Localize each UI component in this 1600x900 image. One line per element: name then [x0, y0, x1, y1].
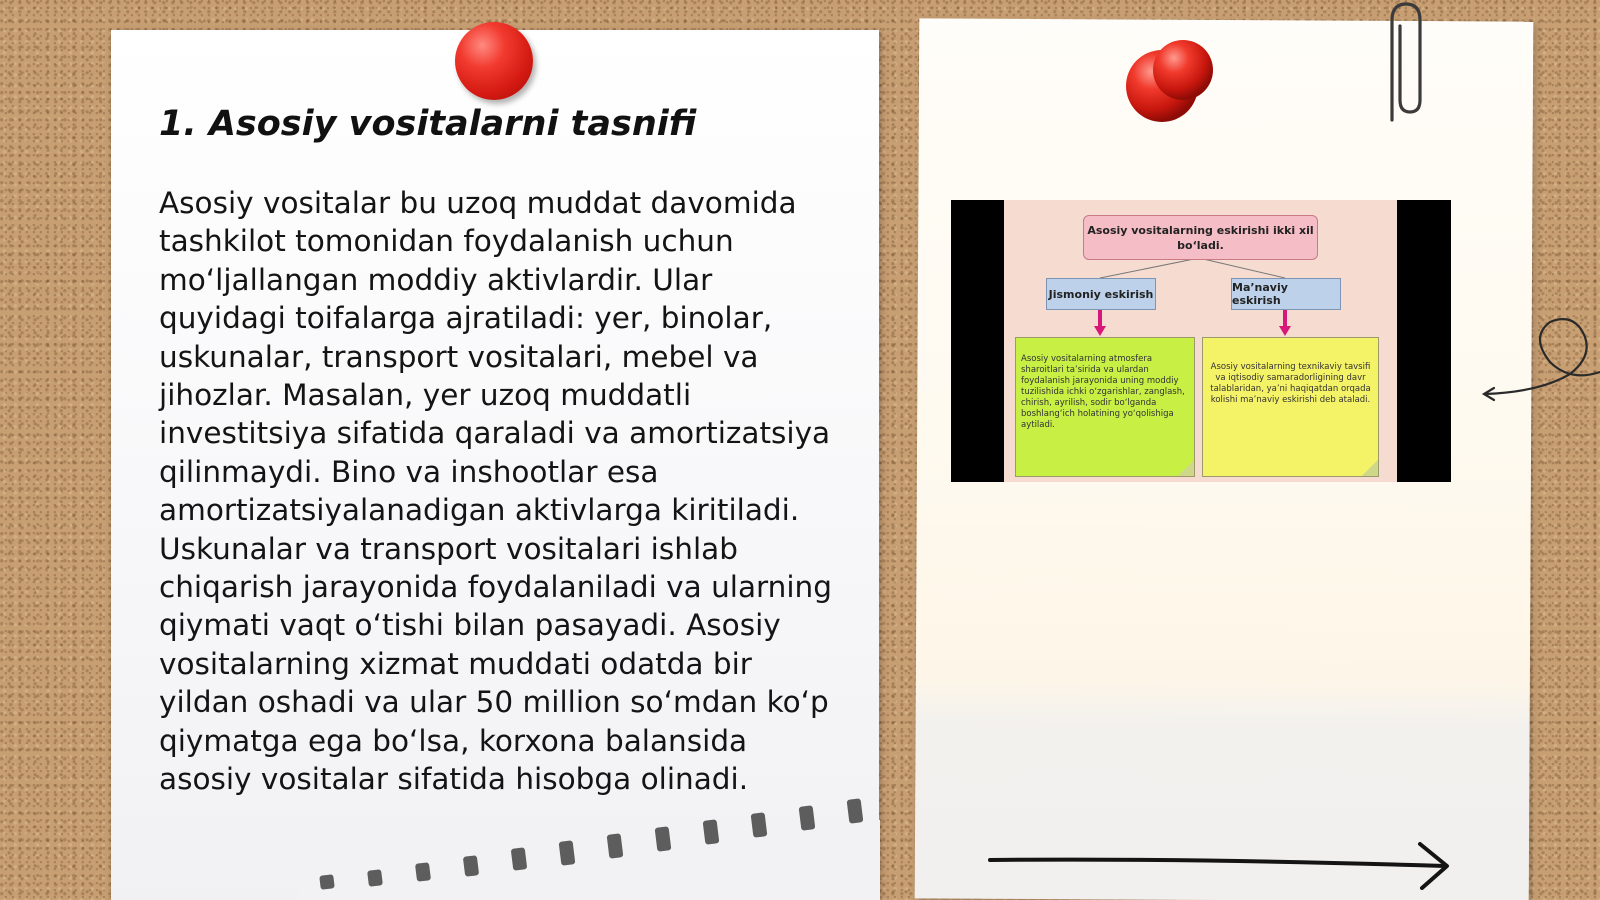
loop-doodle-icon [1480, 312, 1600, 412]
note-fold [1362, 460, 1378, 476]
physical-wear-note [1015, 337, 1195, 477]
diagram-canvas [1004, 200, 1397, 482]
physical-wear-text: Asosiy vositalarning atmosfera sharoitlari ta’sirida va ulardan foydalanish jarayonida uning moddiy tuzilishida ichki o‘zgarishlar, zanglash, chirish, ayrilish, sodir bo‘lganda boshlang‘ich holatining yo‘qolishiga aytiladi. [1021, 354, 1185, 430]
paperclip-icon [1378, 0, 1424, 124]
moral-wear-text: Asosiy vositalarning texnikaviy tavsifi va iqtisodiy samaradorligining davr talablaridan, ya’ni haqiqatdan orqada kolishi ma’naviy eskirishi deb ataladi. [1210, 362, 1371, 405]
moral-wear-box: Ma’naviy eskirish [1231, 278, 1341, 310]
eskirish-diagram-image [951, 200, 1451, 482]
push-pin-icon [455, 22, 533, 100]
slide-title: 1. Asosiy vositalarni tasnifi [159, 104, 697, 144]
slide-body-text: Asosiy vositalar bu uzoq muddat davomida tashkilot tomonidan foydalanish uchun mo‘ljallangan moddiy aktivlardir. Ular quyidagi toifalarga ajratiladi: yer, binolar, uskunalar, transport vositalari, mebel va jihozlar. Masalan, yer uzoq muddatli investitsiya sifatida qaraladi va amortizatsiya qilinmaydi. Bino va inshootlar esa amortizatsiyalanadigan aktivlarga kiritiladi. Uskunalar va transport vositalari ishlab chiqarish jarayonida foydalaniladi va ularning qiymati vaqt o‘tishi bilan pasayadi. Asosiy vositalarning xizmat muddati odatda bir yildan oshadi va ular 50 million so‘mdan ko‘p qiymatga ega bo‘lsa, korxona balansida asosiy vositalar sifatida hisobga olinadi. [159, 186, 832, 797]
moral-wear-note [1202, 337, 1379, 477]
push-pin-icon [1125, 38, 1215, 128]
spiral-notebook-edge [300, 790, 880, 900]
physical-wear-box: Jismoniy eskirish [1046, 278, 1156, 310]
arrow-right-icon [985, 840, 1455, 890]
note-fold [1178, 460, 1194, 476]
diagram-top-box: Asosiy vositalarning eskirishi ikki xil bo‘ladi. [1083, 215, 1318, 260]
